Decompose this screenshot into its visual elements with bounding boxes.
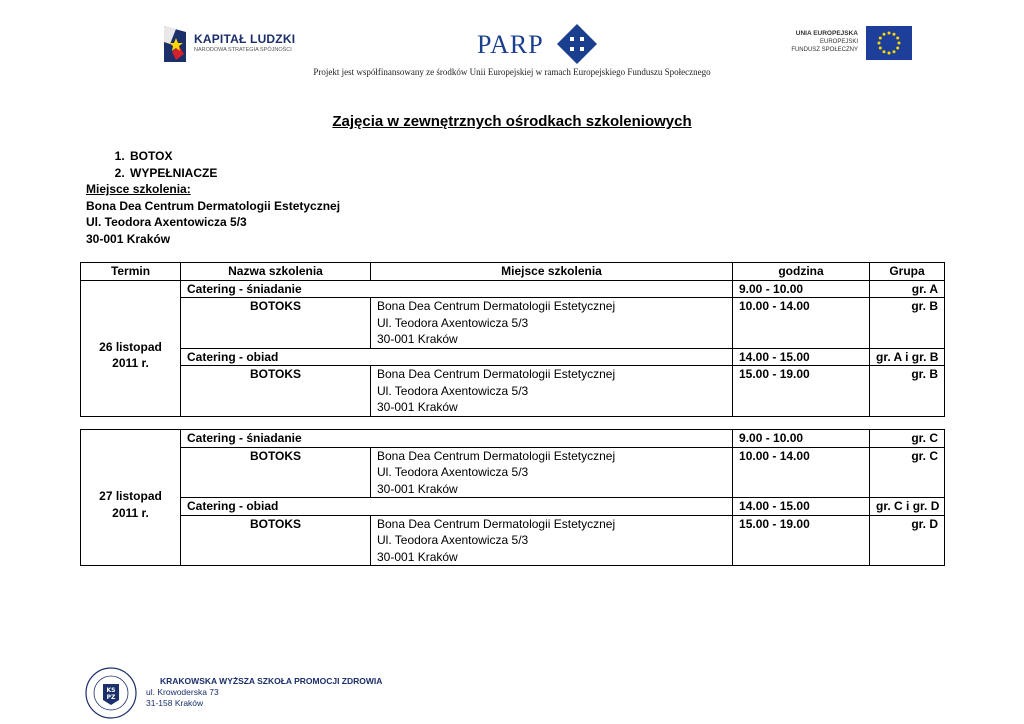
parp-logo — [477, 22, 597, 66]
table-row — [81, 280, 945, 298]
table-row — [81, 366, 945, 417]
kapital-ludzki-emblem-icon — [162, 22, 190, 66]
footer-city: 31-158 Kraków — [146, 698, 204, 708]
place-line: 30-001 Kraków — [377, 332, 458, 346]
schedule-table-day2 — [80, 429, 945, 566]
table-row — [81, 447, 945, 498]
kapital-ludzki-logo — [162, 22, 302, 66]
time-cell: 15.00 - 19.00 — [733, 366, 870, 417]
schedule-table-day1 — [80, 262, 945, 417]
place-line: Bona Dea Centrum Dermatologii Estetycznej — [377, 299, 616, 313]
training-list — [86, 148, 340, 181]
date-cell: 27 listopad 2011 r. — [81, 430, 181, 566]
time-cell: 9.00 - 10.00 — [733, 280, 870, 298]
footer — [84, 666, 404, 720]
intro-block — [86, 148, 340, 247]
place-line: Ul. Teodora Axentowicza 5/3 — [377, 383, 529, 398]
place-line: Bona Dea Centrum Dermatologii Estetycznej — [377, 367, 616, 381]
time-cell: 9.00 - 10.00 — [733, 430, 870, 448]
place-line: Ul. Teodora Axentowicza 5/3 — [377, 315, 529, 330]
group-cell: gr. A — [870, 280, 945, 298]
group-cell: gr. C i gr. D — [870, 498, 945, 516]
kapital-ludzki-subtitle: NARODOWA STRATEGIA SPÓJNOŚCI — [194, 47, 292, 53]
training-name: Catering - obiad — [181, 498, 733, 516]
location-name: Bona Dea Centrum Dermatologii Estetycznej — [86, 198, 341, 213]
place-cell — [371, 298, 733, 349]
group-cell: gr. D — [870, 515, 945, 566]
school-seal-icon — [84, 666, 138, 720]
kapital-ludzki-title: KAPITAŁ LUDZKI — [194, 32, 296, 46]
time-cell: 14.00 - 15.00 — [733, 498, 870, 516]
group-cell: gr. C — [870, 447, 945, 498]
page-title: Zajęcia w zewnętrznych ośrodkach szkoleniowych — [332, 113, 692, 130]
footer-street: ul. Krowoderska 73 — [146, 687, 219, 697]
header-termin: Termin — [81, 263, 181, 281]
place-cell — [371, 366, 733, 417]
place-line: Ul. Teodora Axentowicza 5/3 — [377, 465, 529, 479]
header-miejsce: Miejsce szkolenia — [371, 263, 733, 281]
eu-flag-icon — [866, 26, 912, 60]
place-line: 30-001 Kraków — [377, 400, 458, 414]
table-row — [81, 498, 945, 516]
training-name: BOTOKS — [181, 298, 371, 349]
table-row — [81, 348, 945, 366]
table-row — [81, 430, 945, 448]
place-line: 30-001 Kraków — [377, 549, 458, 564]
parp-emblem-icon — [557, 24, 597, 64]
time-cell: 14.00 - 15.00 — [733, 348, 870, 366]
cofinancing-note: Projekt jest współfinansowany ze środków Unii Europejskiej w ramach Europejskiego Funduszu Społecznego — [313, 67, 711, 77]
table-row — [81, 515, 945, 566]
time-cell: 10.00 - 14.00 — [733, 447, 870, 498]
eu-logo-text — [791, 30, 858, 54]
eu-logo — [788, 26, 918, 62]
training-name: BOTOKS — [181, 515, 371, 566]
time-cell: 15.00 - 19.00 — [733, 515, 870, 566]
group-cell: gr. A i gr. B — [870, 348, 945, 366]
training-name: Catering - obiad — [181, 348, 733, 366]
place-cell — [371, 447, 733, 498]
location-label: Miejsce szkolenia: — [86, 182, 191, 196]
group-cell: gr. B — [870, 366, 945, 417]
eu-logo-line3: FUNDUSZ SPOŁECZNY — [791, 47, 858, 53]
footer-address — [146, 687, 219, 709]
training-name: Catering - śniadanie — [181, 280, 733, 298]
time-cell: 10.00 - 14.00 — [733, 298, 870, 349]
place-line: Bona Dea Centrum Dermatologii Estetycznej — [377, 516, 616, 531]
svg-text:PZ: PZ — [106, 694, 116, 701]
date-cell: 26 listopad 2011 r. — [81, 280, 181, 416]
training-name: Catering - śniadanie — [181, 430, 733, 448]
location-city: 30-001 Kraków — [86, 231, 171, 246]
header-nazwa: Nazwa szkolenia — [181, 263, 371, 281]
eu-logo-line2: EUROPEJSKI — [819, 39, 858, 45]
group-cell: gr. C — [870, 430, 945, 448]
place-line: 30-001 Kraków — [377, 481, 458, 496]
place-line: Ul. Teodora Axentowicza 5/3 — [377, 533, 529, 547]
list-item: 2. WYPEŁNIACZE — [128, 165, 340, 182]
eu-logo-line1: UNIA EUROPEJSKA — [795, 30, 858, 37]
parp-wordmark: PARP — [477, 30, 544, 59]
svg-text:KS: KS — [106, 687, 116, 694]
table-header-row — [81, 263, 945, 281]
header-grupa: Grupa — [870, 263, 945, 281]
list-item: 1. BOTOX — [128, 148, 340, 165]
table-row — [81, 298, 945, 349]
place-line: Bona Dea Centrum Dermatologii Estetycznej — [377, 448, 616, 463]
training-name: BOTOKS — [181, 447, 371, 498]
location-street: Ul. Teodora Axentowicza 5/3 — [86, 215, 247, 229]
footer-school-name: KRAKOWSKA WYŻSZA SZKOŁA PROMOCJI ZDROWIA — [160, 676, 383, 686]
header-godzina: godzina — [733, 263, 870, 281]
group-cell: gr. B — [870, 298, 945, 349]
training-name: BOTOKS — [181, 366, 371, 417]
place-cell — [371, 515, 733, 566]
